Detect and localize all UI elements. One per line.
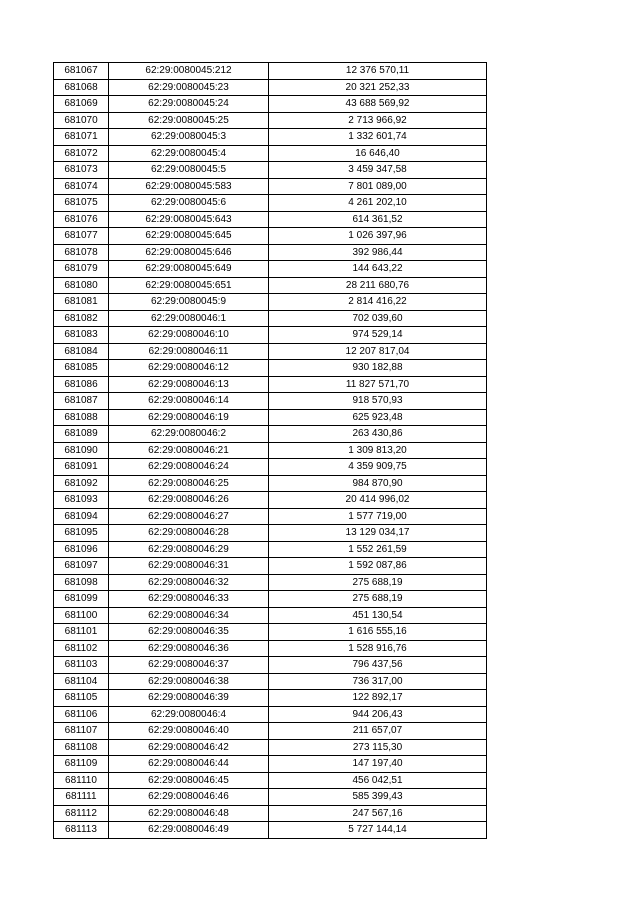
table-row [54,343,487,360]
row-number-cell: 681111 [54,789,109,806]
table-row [54,360,487,377]
table-row [54,442,487,459]
value-cell: 13 129 034,17 [269,525,487,542]
cadastral-number-cell: 62:29:0080046:34 [109,607,269,624]
row-number-cell: 681112 [54,805,109,822]
row-number-cell: 681096 [54,541,109,558]
value-cell: 12 207 817,04 [269,343,487,360]
cadastral-number-cell: 62:29:0080045:643 [109,211,269,228]
cadastral-number-cell: 62:29:0080046:46 [109,789,269,806]
value-cell: 796 437,56 [269,657,487,674]
cadastral-number-cell: 62:29:0080046:14 [109,393,269,410]
table-row [54,211,487,228]
value-cell: 1 577 719,00 [269,508,487,525]
table-row [54,162,487,179]
value-cell: 451 130,54 [269,607,487,624]
table-row [54,822,487,839]
cadastral-number-cell: 62:29:0080046:27 [109,508,269,525]
table-row [54,327,487,344]
cadastral-number-cell: 62:29:0080046:31 [109,558,269,575]
row-number-cell: 681073 [54,162,109,179]
cadastral-number-cell: 62:29:0080045:645 [109,228,269,245]
value-cell: 944 206,43 [269,706,487,723]
table-row [54,294,487,311]
cadastral-number-cell: 62:29:0080046:12 [109,360,269,377]
table-row [54,178,487,195]
row-number-cell: 681084 [54,343,109,360]
table-row [54,541,487,558]
table-row [54,492,487,509]
table-row [54,228,487,245]
cadastral-number-cell: 62:29:0080046:38 [109,673,269,690]
value-cell: 974 529,14 [269,327,487,344]
row-number-cell: 681101 [54,624,109,641]
value-cell: 12 376 570,11 [269,63,487,80]
cadastral-number-cell: 62:29:0080046:28 [109,525,269,542]
table-row [54,376,487,393]
cadastral-number-cell: 62:29:0080046:1 [109,310,269,327]
table-row [54,657,487,674]
table-row [54,409,487,426]
value-cell: 263 430,86 [269,426,487,443]
table-row [54,475,487,492]
value-cell: 4 261 202,10 [269,195,487,212]
row-number-cell: 681098 [54,574,109,591]
value-cell: 1 026 397,96 [269,228,487,245]
table-row [54,772,487,789]
cadastral-number-cell: 62:29:0080045:3 [109,129,269,146]
cadastral-number-cell: 62:29:0080046:10 [109,327,269,344]
table-row [54,607,487,624]
value-cell: 585 399,43 [269,789,487,806]
table-row [54,805,487,822]
row-number-cell: 681092 [54,475,109,492]
table-row [54,129,487,146]
value-cell: 275 688,19 [269,574,487,591]
row-number-cell: 681090 [54,442,109,459]
row-number-cell: 681086 [54,376,109,393]
cadastral-number-cell: 62:29:0080046:11 [109,343,269,360]
table-row [54,310,487,327]
value-cell: 275 688,19 [269,591,487,608]
cadastral-number-cell: 62:29:0080046:29 [109,541,269,558]
row-number-cell: 681069 [54,96,109,113]
value-cell: 1 616 555,16 [269,624,487,641]
cadastral-number-cell: 62:29:0080046:21 [109,442,269,459]
cadastral-number-cell: 62:29:0080045:25 [109,112,269,129]
row-number-cell: 681104 [54,673,109,690]
row-number-cell: 681075 [54,195,109,212]
row-number-cell: 681102 [54,640,109,657]
table-row [54,558,487,575]
row-number-cell: 681113 [54,822,109,839]
table-row [54,96,487,113]
value-cell: 984 870,90 [269,475,487,492]
row-number-cell: 681078 [54,244,109,261]
value-cell: 736 317,00 [269,673,487,690]
value-cell: 918 570,93 [269,393,487,410]
row-number-cell: 681089 [54,426,109,443]
table-row [54,591,487,608]
row-number-cell: 681085 [54,360,109,377]
table-row [54,690,487,707]
row-number-cell: 681100 [54,607,109,624]
table-row [54,739,487,756]
value-cell: 1 552 261,59 [269,541,487,558]
table-row [54,145,487,162]
cadastral-number-cell: 62:29:0080046:13 [109,376,269,393]
cadastral-number-cell: 62:29:0080045:24 [109,96,269,113]
row-number-cell: 681070 [54,112,109,129]
table-row [54,723,487,740]
table-row [54,756,487,773]
value-cell: 20 321 252,33 [269,79,487,96]
cadastral-number-cell: 62:29:0080046:35 [109,624,269,641]
value-cell: 20 414 996,02 [269,492,487,509]
cadastral-number-cell: 62:29:0080046:2 [109,426,269,443]
table-row [54,195,487,212]
cadastral-number-cell: 62:29:0080046:32 [109,574,269,591]
table-row [54,459,487,476]
cadastral-number-cell: 62:29:0080046:36 [109,640,269,657]
table-row [54,508,487,525]
value-cell: 147 197,40 [269,756,487,773]
document-table-container [53,62,486,839]
table-row [54,624,487,641]
cadastral-number-cell: 62:29:0080046:40 [109,723,269,740]
table-row [54,277,487,294]
row-number-cell: 681083 [54,327,109,344]
cadastral-number-cell: 62:29:0080046:37 [109,657,269,674]
cadastral-number-cell: 62:29:0080045:649 [109,261,269,278]
row-number-cell: 681110 [54,772,109,789]
cadastral-number-cell: 62:29:0080046:25 [109,475,269,492]
cadastral-number-cell: 62:29:0080045:212 [109,63,269,80]
row-number-cell: 681082 [54,310,109,327]
cadastral-number-cell: 62:29:0080046:39 [109,690,269,707]
table-row [54,640,487,657]
table-row [54,789,487,806]
cadastral-number-cell: 62:29:0080045:6 [109,195,269,212]
row-number-cell: 681099 [54,591,109,608]
table-row [54,673,487,690]
row-number-cell: 681068 [54,79,109,96]
value-cell: 16 646,40 [269,145,487,162]
row-number-cell: 681080 [54,277,109,294]
cadastral-number-cell: 62:29:0080046:44 [109,756,269,773]
cadastral-number-cell: 62:29:0080045:651 [109,277,269,294]
value-cell: 11 827 571,70 [269,376,487,393]
value-cell: 1 528 916,76 [269,640,487,657]
table-body [54,63,487,839]
value-cell: 702 039,60 [269,310,487,327]
cadastral-number-cell: 62:29:0080045:5 [109,162,269,179]
row-number-cell: 681088 [54,409,109,426]
table-row [54,525,487,542]
value-cell: 28 211 680,76 [269,277,487,294]
row-number-cell: 681094 [54,508,109,525]
row-number-cell: 681091 [54,459,109,476]
cadastral-number-cell: 62:29:0080046:49 [109,822,269,839]
row-number-cell: 681077 [54,228,109,245]
value-cell: 7 801 089,00 [269,178,487,195]
value-cell: 614 361,52 [269,211,487,228]
cadastral-number-cell: 62:29:0080045:646 [109,244,269,261]
value-cell: 3 459 347,58 [269,162,487,179]
value-cell: 392 986,44 [269,244,487,261]
cadastral-number-cell: 62:29:0080045:4 [109,145,269,162]
value-cell: 273 115,30 [269,739,487,756]
row-number-cell: 681076 [54,211,109,228]
value-cell: 211 657,07 [269,723,487,740]
cadastral-value-table [53,62,487,839]
row-number-cell: 681105 [54,690,109,707]
cadastral-number-cell: 62:29:0080046:45 [109,772,269,789]
value-cell: 2 814 416,22 [269,294,487,311]
row-number-cell: 681067 [54,63,109,80]
cadastral-number-cell: 62:29:0080045:23 [109,79,269,96]
cadastral-number-cell: 62:29:0080046:33 [109,591,269,608]
value-cell: 1 309 813,20 [269,442,487,459]
cadastral-number-cell: 62:29:0080046:4 [109,706,269,723]
table-row [54,79,487,96]
row-number-cell: 681072 [54,145,109,162]
value-cell: 625 923,48 [269,409,487,426]
cadastral-number-cell: 62:29:0080045:583 [109,178,269,195]
value-cell: 247 567,16 [269,805,487,822]
value-cell: 1 592 087,86 [269,558,487,575]
row-number-cell: 681107 [54,723,109,740]
value-cell: 5 727 144,14 [269,822,487,839]
row-number-cell: 681109 [54,756,109,773]
row-number-cell: 681108 [54,739,109,756]
value-cell: 456 042,51 [269,772,487,789]
row-number-cell: 681106 [54,706,109,723]
table-row [54,244,487,261]
value-cell: 2 713 966,92 [269,112,487,129]
table-row [54,393,487,410]
value-cell: 43 688 569,92 [269,96,487,113]
cadastral-number-cell: 62:29:0080046:19 [109,409,269,426]
cadastral-number-cell: 62:29:0080046:42 [109,739,269,756]
table-row [54,574,487,591]
table-row [54,706,487,723]
table-row [54,112,487,129]
table-row [54,261,487,278]
cadastral-number-cell: 62:29:0080046:24 [109,459,269,476]
table-row [54,63,487,80]
cadastral-number-cell: 62:29:0080046:48 [109,805,269,822]
row-number-cell: 681081 [54,294,109,311]
value-cell: 1 332 601,74 [269,129,487,146]
value-cell: 4 359 909,75 [269,459,487,476]
value-cell: 144 643,22 [269,261,487,278]
row-number-cell: 681093 [54,492,109,509]
table-row [54,426,487,443]
cadastral-number-cell: 62:29:0080045:9 [109,294,269,311]
value-cell: 122 892,17 [269,690,487,707]
value-cell: 930 182,88 [269,360,487,377]
cadastral-number-cell: 62:29:0080046:26 [109,492,269,509]
row-number-cell: 681074 [54,178,109,195]
row-number-cell: 681071 [54,129,109,146]
row-number-cell: 681095 [54,525,109,542]
row-number-cell: 681097 [54,558,109,575]
row-number-cell: 681087 [54,393,109,410]
row-number-cell: 681103 [54,657,109,674]
row-number-cell: 681079 [54,261,109,278]
